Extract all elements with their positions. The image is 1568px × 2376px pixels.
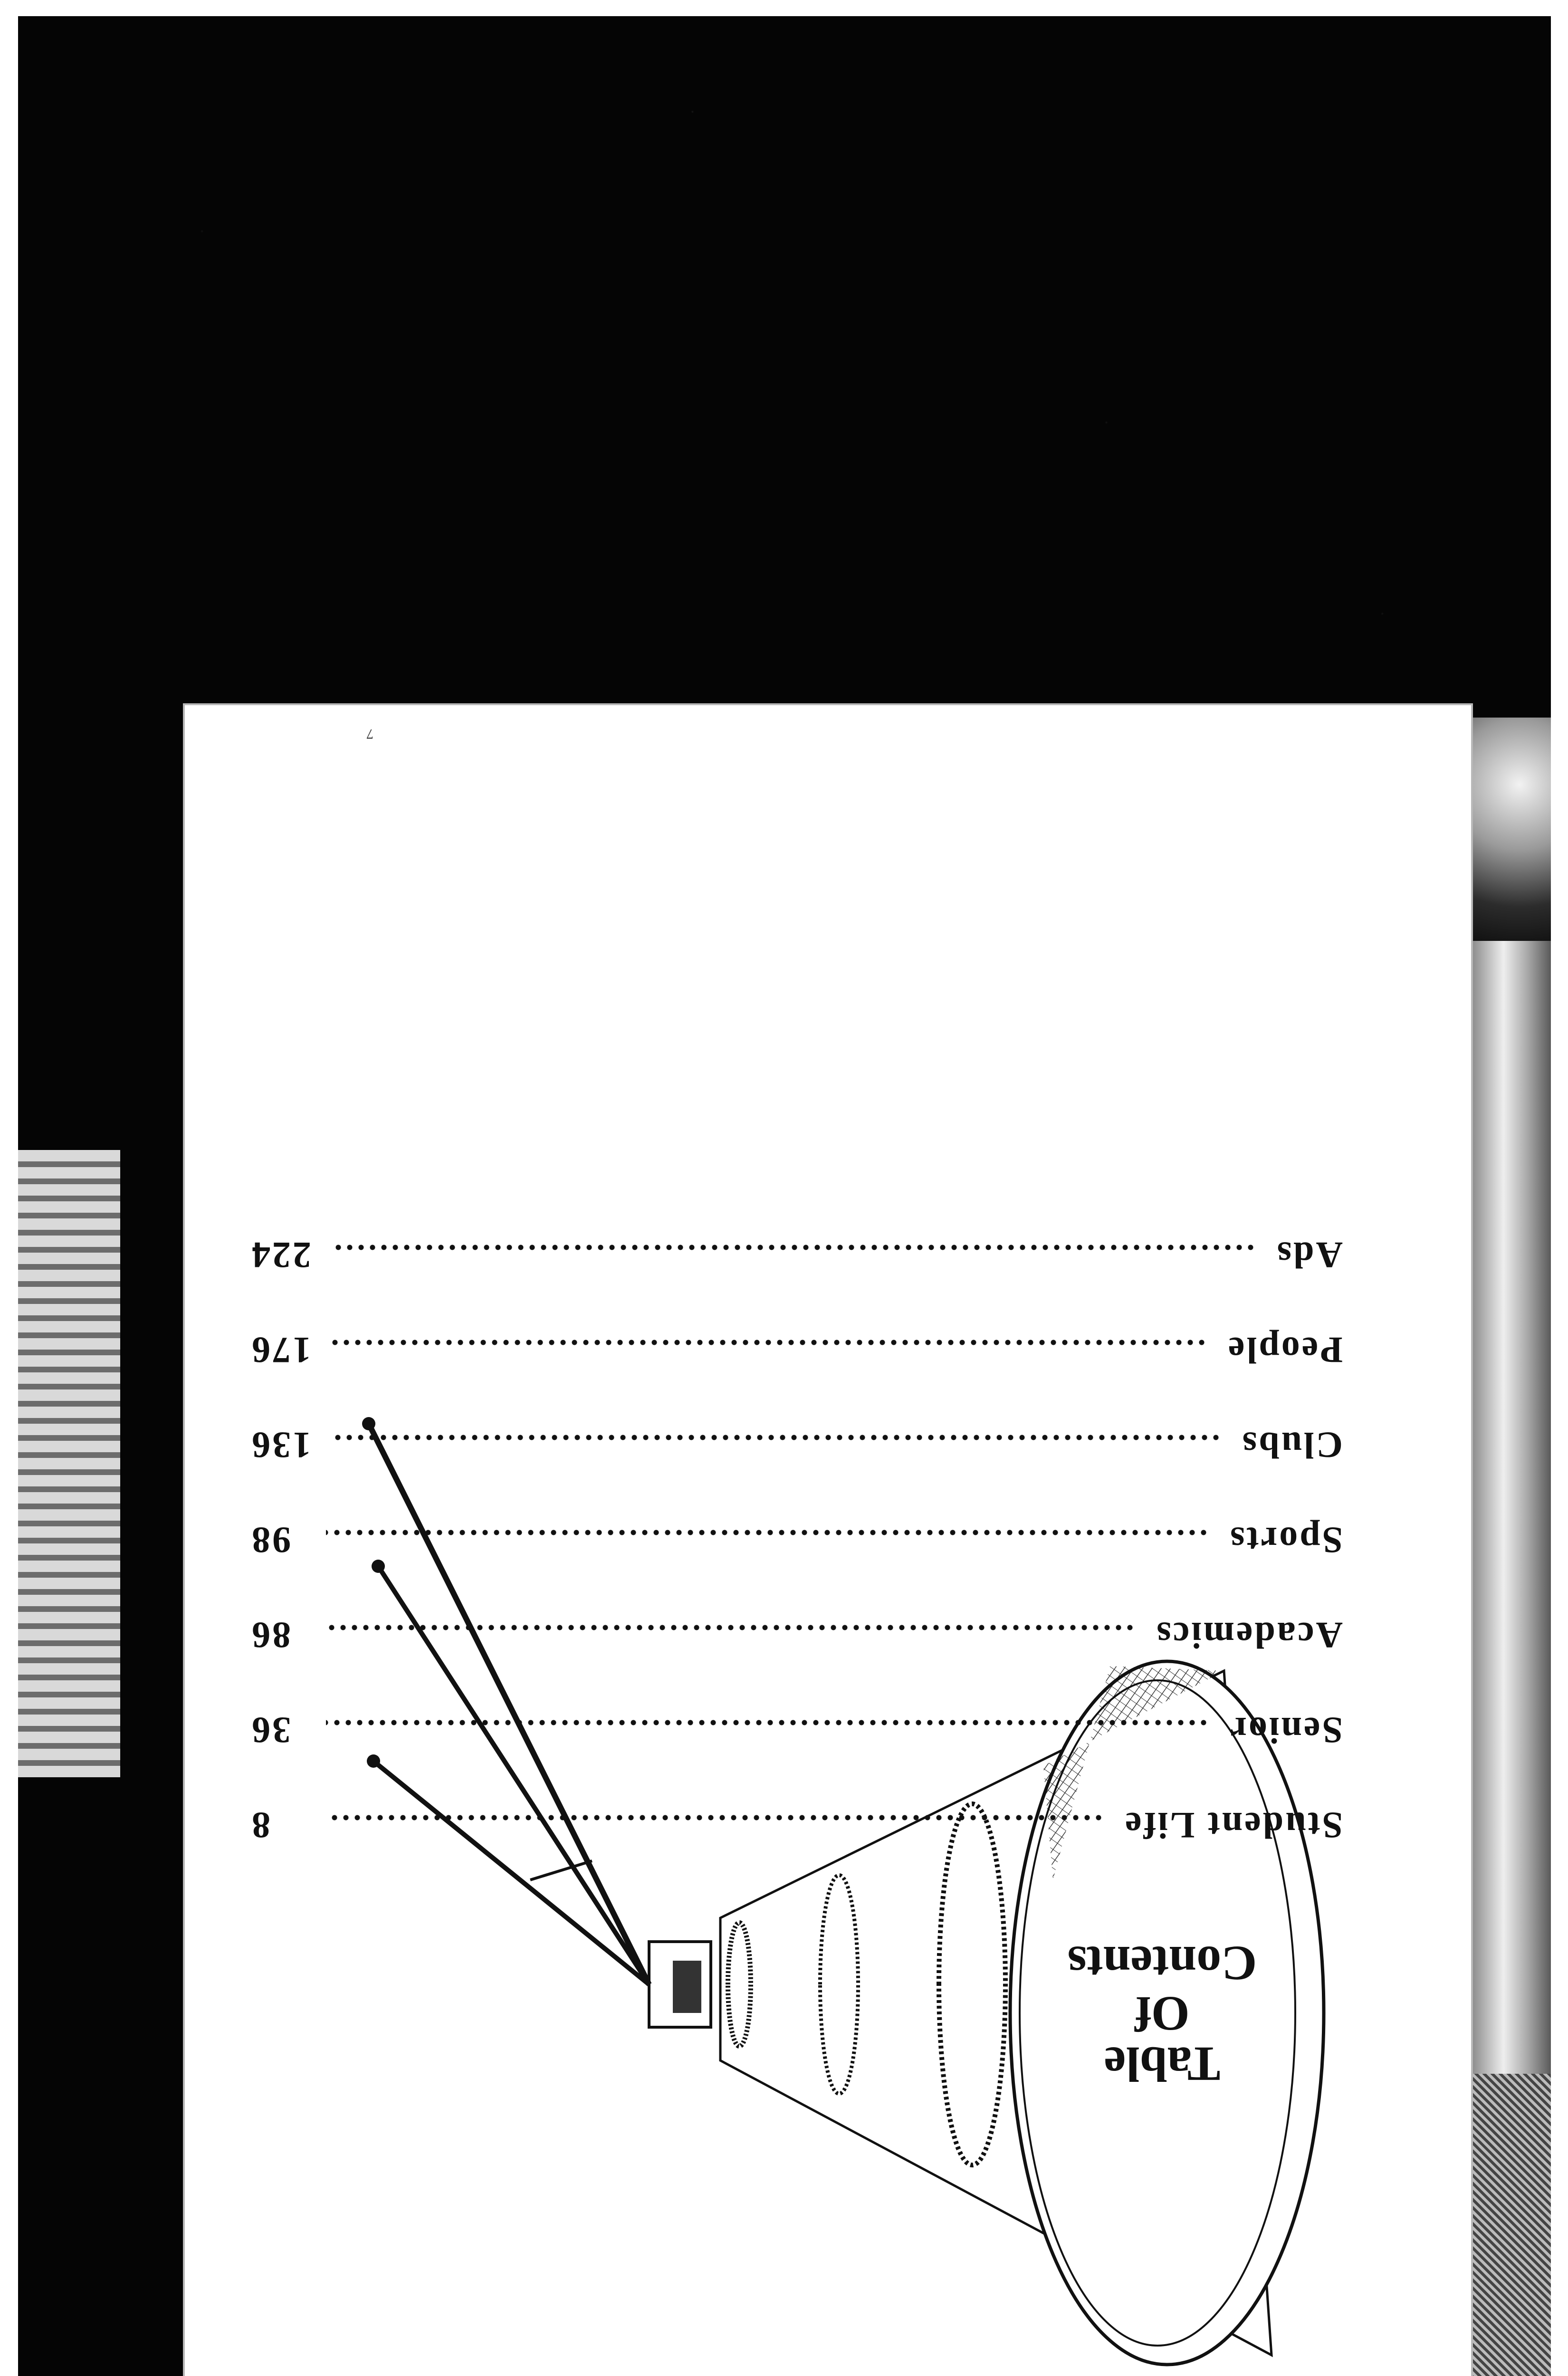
- toc-heading-line-3: Contents: [1067, 1935, 1257, 1991]
- toc-entry-label: Academics: [1155, 1615, 1343, 1656]
- page-number: 7: [366, 726, 373, 742]
- toc-entry-label: Senior: [1228, 1710, 1343, 1751]
- toc-entry-label: Sports: [1228, 1520, 1343, 1561]
- mesh-photo: [1472, 2074, 1551, 2376]
- dot-leader: [330, 1339, 1207, 1346]
- dot-leader: [330, 1434, 1222, 1441]
- toc-entry-label: People: [1226, 1330, 1343, 1371]
- dot-leader: [326, 1624, 1136, 1631]
- toc-entry[interactable]: [250, 1804, 1343, 1899]
- table-of-contents: [250, 1186, 1343, 1899]
- toc-entry-page: 136: [250, 1425, 311, 1466]
- toc-heading: [1010, 1935, 1314, 2091]
- toc-entry[interactable]: [250, 1519, 1343, 1614]
- toc-heading-line-1: Table: [1104, 2037, 1221, 2091]
- toc-entry-page: 98: [250, 1520, 291, 1561]
- toc-entry-page: 36: [250, 1710, 291, 1751]
- toc-entry[interactable]: [250, 1424, 1343, 1519]
- dot-leader: [326, 1814, 1104, 1821]
- camera-lens-photo: [1472, 718, 1551, 941]
- toc-entry[interactable]: [250, 1234, 1343, 1329]
- dot-leader: [330, 1244, 1256, 1251]
- toc-entry-page: 86: [250, 1615, 291, 1656]
- toc-entry-label: Ads: [1275, 1235, 1343, 1276]
- facing-page-photo: [1472, 718, 1551, 2376]
- window-blinds-photo: [18, 1150, 120, 1777]
- horn-ring-2: [820, 1875, 858, 2094]
- horn-ring-3: [728, 1923, 751, 2046]
- page-content-upside-down: [185, 705, 1471, 2376]
- toc-entry[interactable]: [250, 1614, 1343, 1709]
- toc-entry-page: 224: [250, 1235, 311, 1276]
- toc-entry-label: Clubs: [1240, 1425, 1343, 1466]
- toc-entry[interactable]: [250, 1329, 1343, 1424]
- dot-leader: [326, 1529, 1209, 1536]
- toc-entry-page: 8: [250, 1805, 270, 1846]
- toc-entry[interactable]: [250, 1709, 1343, 1804]
- toc-entry-page: 176: [250, 1330, 311, 1371]
- yearbook-page: [183, 703, 1473, 2376]
- toc-heading-line-2: Of: [1135, 1986, 1190, 2041]
- toc-entry-label: Student Life: [1123, 1805, 1343, 1846]
- dot-leader: [326, 1719, 1209, 1726]
